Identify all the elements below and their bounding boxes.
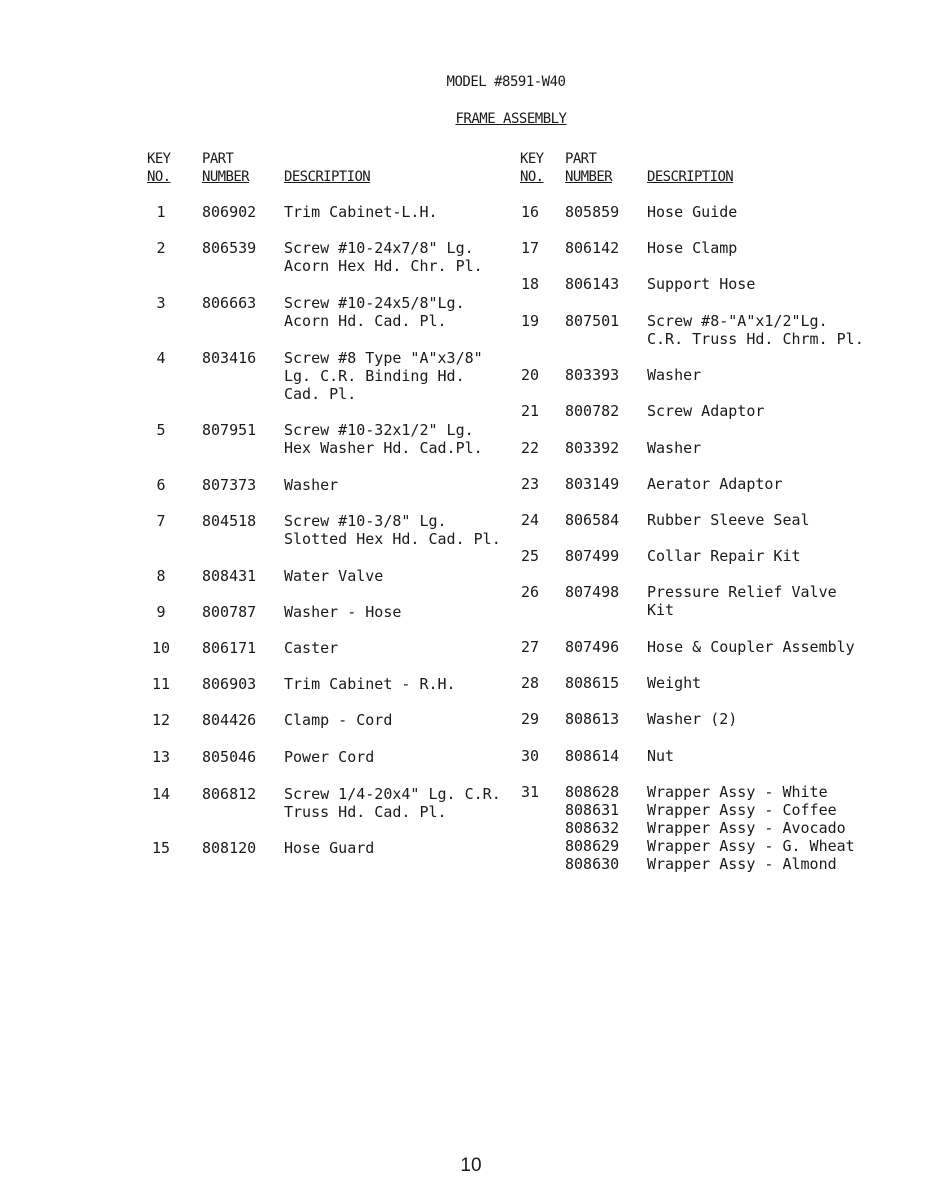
key-number: 21: [520, 402, 540, 420]
key-number: 16: [520, 203, 540, 221]
part-number-cell: [202, 476, 256, 494]
description-cell: [284, 639, 338, 657]
part-number: 800787: [202, 603, 257, 621]
description-header-text: DESCRIPTION: [647, 169, 734, 185]
part-number-cell: [202, 748, 256, 766]
key-number: 2: [156, 239, 166, 257]
part-number-cell: [202, 349, 256, 367]
description-line: Lg. C.R. Binding Hd.: [284, 367, 465, 385]
part-number: 807501: [565, 312, 620, 330]
part-number: 805046: [202, 748, 257, 766]
description-line: Wrapper Assy - G. Wheat: [647, 837, 855, 855]
description-cell: [284, 748, 374, 766]
description-cell: [284, 512, 501, 548]
part-number-cell: [202, 711, 256, 729]
description-cell: [647, 239, 737, 257]
description-cell: [647, 475, 782, 493]
part-number: 806539: [202, 239, 257, 257]
description-line: Pressure Relief Valve: [647, 583, 837, 601]
description-line: Collar Repair Kit: [647, 547, 801, 565]
part-header-line1: PART: [565, 151, 597, 167]
part-number: 806812: [202, 785, 257, 803]
key-header-line2: NO.: [147, 169, 171, 185]
part-number-header-right: [565, 150, 612, 186]
part-number: 806584: [565, 511, 620, 529]
part-number: 808631: [565, 801, 620, 819]
description-line: Caster: [284, 639, 339, 657]
description-cell: [284, 349, 483, 403]
description-line: Aerator Adaptor: [647, 475, 783, 493]
key-number: 25: [520, 547, 540, 565]
description-line: Acorn Hex Hd. Chr. Pl.: [284, 257, 483, 275]
key-header-line2: NO.: [520, 169, 544, 185]
description-line: Screw #10-24x7/8" Lg.: [284, 239, 474, 257]
part-number-cell: [565, 239, 619, 257]
part-number: 808632: [565, 819, 620, 837]
key-number: 20: [520, 366, 540, 384]
key-number: 1: [156, 203, 166, 221]
key-number: 30: [520, 747, 540, 765]
key-number: 6: [156, 476, 166, 494]
part-number-cell: [202, 639, 256, 657]
description-line: Nut: [647, 747, 675, 765]
part-number: 804426: [202, 711, 257, 729]
key-number: 22: [520, 439, 540, 457]
key-number: 5: [156, 421, 166, 439]
part-number-cell: [565, 783, 619, 873]
description-line: Screw Adaptor: [647, 402, 765, 420]
description-cell: [284, 675, 456, 693]
description-line: Trim Cabinet - R.H.: [284, 675, 456, 693]
section-title: FRAME ASSEMBLY: [455, 111, 567, 127]
part-number: 806663: [202, 294, 257, 312]
description-line: Wrapper Assy - Almond: [647, 855, 837, 873]
part-number: 803149: [565, 475, 620, 493]
part-header-line2: NUMBER: [202, 169, 249, 185]
description-cell: [284, 476, 338, 494]
description-cell: [647, 583, 837, 619]
part-number: 800782: [565, 402, 620, 420]
key-number: 17: [520, 239, 540, 257]
description-line: Screw #8-"A"x1/2"Lg.: [647, 312, 828, 330]
description-line: Weight: [647, 674, 702, 692]
part-number-cell: [202, 675, 256, 693]
part-number-cell: [565, 511, 619, 529]
part-number-cell: [565, 547, 619, 565]
part-number-cell: [565, 674, 619, 692]
description-cell: [284, 711, 392, 729]
description-cell: [647, 366, 701, 384]
part-number: 808120: [202, 839, 257, 857]
description-line: Water Valve: [284, 567, 384, 585]
part-number-cell: [565, 402, 619, 420]
description-cell: [284, 603, 401, 621]
description-cell: [647, 710, 737, 728]
description-line: Wrapper Assy - Coffee: [647, 801, 837, 819]
part-number-cell: [565, 275, 619, 293]
key-number: 15: [151, 839, 171, 857]
description-cell: [647, 547, 801, 565]
description-cell: [284, 839, 374, 857]
part-number: 808629: [565, 837, 620, 855]
key-number: 8: [156, 567, 166, 585]
key-number: 28: [520, 674, 540, 692]
description-line: Screw #10-32x1/2" Lg.: [284, 421, 474, 439]
key-header-line1: KEY: [147, 151, 171, 167]
description-line: Hose Clamp: [647, 239, 738, 257]
part-number-cell: [202, 567, 256, 585]
description-line: Screw #10-24x5/8"Lg.: [284, 294, 465, 312]
part-number: 808614: [565, 747, 620, 765]
description-cell: [284, 294, 465, 330]
part-number-cell: [202, 421, 256, 439]
part-number: 807951: [202, 421, 257, 439]
description-cell: [284, 785, 501, 821]
description-line: Acorn Hd. Cad. Pl.: [284, 312, 447, 330]
description-line: Washer: [647, 439, 702, 457]
part-number-cell: [565, 203, 619, 221]
description-line: Hose Guard: [284, 839, 375, 857]
description-cell: [284, 421, 483, 457]
key-number: 18: [520, 275, 540, 293]
part-number: 806903: [202, 675, 257, 693]
part-number-cell: [565, 475, 619, 493]
key-number: 11: [151, 675, 171, 693]
description-line: Kit: [647, 601, 675, 619]
description-line: Wrapper Assy - White: [647, 783, 828, 801]
key-number: 10: [151, 639, 171, 657]
part-number: 806902: [202, 203, 257, 221]
description-cell: [647, 275, 755, 293]
description-line: Trim Cabinet-L.H.: [284, 203, 438, 221]
part-number-cell: [202, 294, 256, 312]
key-number: 29: [520, 710, 540, 728]
description-header-left: [284, 168, 370, 186]
part-number: 807496: [565, 638, 620, 656]
part-number-cell: [202, 785, 256, 803]
key-number: 12: [151, 711, 171, 729]
key-number: 26: [520, 583, 540, 601]
part-number: 808613: [565, 710, 620, 728]
description-cell: [284, 239, 483, 275]
description-line: Washer: [647, 366, 702, 384]
key-no-header-left: [147, 150, 171, 186]
part-number: 803416: [202, 349, 257, 367]
description-cell: [647, 747, 674, 765]
key-number: 3: [156, 294, 166, 312]
part-header-line1: PART: [202, 151, 234, 167]
key-number: 19: [520, 312, 540, 330]
description-line: Hose Guide: [647, 203, 738, 221]
part-number: 806171: [202, 639, 257, 657]
description-line: Power Cord: [284, 748, 375, 766]
part-number-header-left: [202, 150, 249, 186]
part-number: 807373: [202, 476, 257, 494]
description-line: Screw 1/4-20x4" Lg. C.R.: [284, 785, 501, 803]
description-header-right: [647, 168, 733, 186]
key-number: 4: [156, 349, 166, 367]
part-number: 803392: [565, 439, 620, 457]
description-line: Screw #10-3/8" Lg.: [284, 512, 447, 530]
key-number: 31: [520, 783, 540, 801]
part-number: 804518: [202, 512, 257, 530]
part-number-cell: [565, 366, 619, 384]
description-header-text: DESCRIPTION: [284, 169, 371, 185]
key-header-line1: KEY: [520, 151, 544, 167]
description-cell: [647, 638, 855, 656]
model-title: MODEL #8591-W40: [446, 74, 566, 90]
part-number-cell: [565, 312, 619, 330]
description-line: Washer (2): [647, 710, 738, 728]
part-number-cell: [565, 638, 619, 656]
description-line: Truss Hd. Cad. Pl.: [284, 803, 447, 821]
part-number-cell: [202, 512, 256, 530]
description-line: Washer: [284, 476, 339, 494]
description-cell: [647, 402, 764, 420]
key-number: 13: [151, 748, 171, 766]
key-number: 27: [520, 638, 540, 656]
description-line: Hex Washer Hd. Cad.Pl.: [284, 439, 483, 457]
description-line: Wrapper Assy - Avocado: [647, 819, 846, 837]
description-cell: [647, 674, 701, 692]
description-cell: [647, 312, 864, 348]
page-number: 10: [460, 1155, 482, 1176]
part-number-cell: [565, 583, 619, 601]
part-number: 803393: [565, 366, 620, 384]
part-number-cell: [202, 603, 256, 621]
key-number: 7: [156, 512, 166, 530]
part-number: 808630: [565, 855, 620, 873]
key-number: 24: [520, 511, 540, 529]
part-number: 808615: [565, 674, 620, 692]
key-number: 9: [156, 603, 166, 621]
description-cell: [647, 439, 701, 457]
description-cell: [647, 511, 810, 529]
part-number-cell: [565, 747, 619, 765]
description-line: Cad. Pl.: [284, 385, 357, 403]
part-header-line2: NUMBER: [565, 169, 612, 185]
part-number: 807499: [565, 547, 620, 565]
part-number: 806142: [565, 239, 620, 257]
description-line: Rubber Sleeve Seal: [647, 511, 810, 529]
description-line: Support Hose: [647, 275, 756, 293]
part-number: 808431: [202, 567, 257, 585]
part-number-cell: [202, 839, 256, 857]
part-number: 808628: [565, 783, 620, 801]
description-cell: [284, 203, 438, 221]
part-number-cell: [565, 710, 619, 728]
description-line: Screw #8 Type "A"x3/8": [284, 349, 483, 367]
part-number-cell: [565, 439, 619, 457]
description-line: Washer - Hose: [284, 603, 402, 621]
description-line: Slotted Hex Hd. Cad. Pl.: [284, 530, 501, 548]
part-number: 806143: [565, 275, 620, 293]
key-number: 23: [520, 475, 540, 493]
part-number: 807498: [565, 583, 620, 601]
part-number-cell: [202, 239, 256, 257]
description-line: Hose & Coupler Assembly: [647, 638, 855, 656]
description-line: C.R. Truss Hd. Chrm. Pl.: [647, 330, 864, 348]
description-cell: [647, 783, 855, 873]
part-number: 805859: [565, 203, 620, 221]
description-line: Clamp - Cord: [284, 711, 393, 729]
key-no-header-right: [520, 150, 544, 186]
part-number-cell: [202, 203, 256, 221]
description-cell: [647, 203, 737, 221]
description-cell: [284, 567, 383, 585]
key-number: 14: [151, 785, 171, 803]
